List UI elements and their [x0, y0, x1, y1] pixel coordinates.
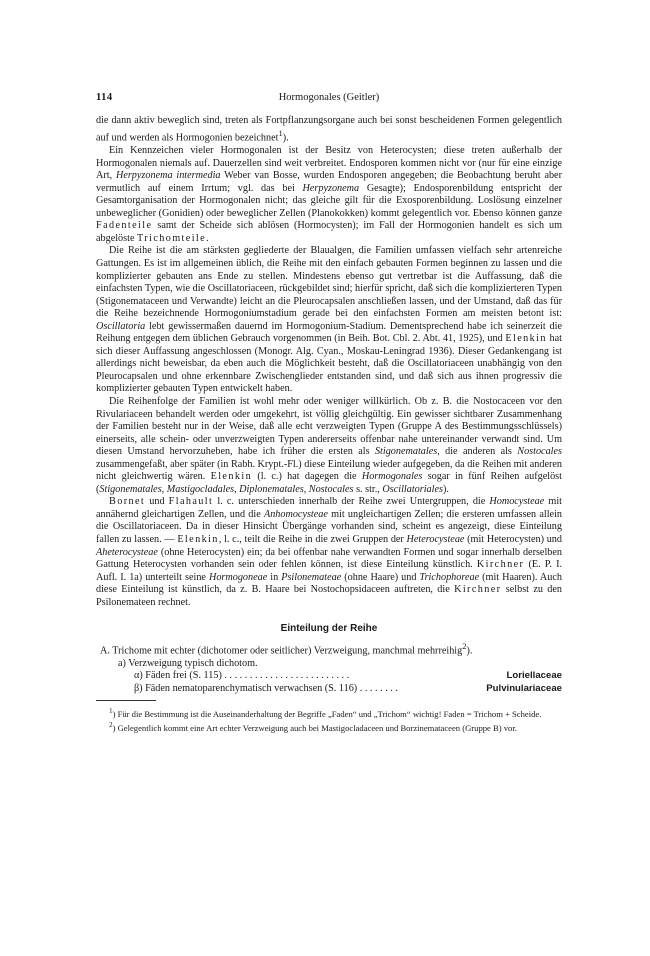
- text-run: mit annähernd gleichartigen Zellen, und die: [96, 496, 562, 520]
- text-run: mit ungleichartigen Zellen; die ersteren umfassen allein die Oscillatoriaceen. Da in dieser Hinsicht Übergänge vorhanden sind, scheint es angezeigt, diese Einteilung fallen zu lassen. —: [96, 508, 562, 545]
- italic-text: Stigonematales: [374, 446, 438, 458]
- key-row-label: β) Fäden nematoparenchymatisch verwachsen (S. 116) . . . . . . . .: [134, 682, 398, 694]
- footnote-rule: [96, 700, 156, 701]
- text-run: A. Trichome mit echter (dichotomer oder seitlicher) Verzweigung, manchmal mehrreihig: [100, 645, 463, 657]
- text-run: die dann aktiv beweglich sind, treten als Fortpflanzungsorgane auch bei sonst bescheidenen Formen gelegentlich auf und werden als Hormogonien bezeichnet: [96, 114, 562, 144]
- book-page: [96, 92, 562, 734]
- footnotes: [96, 706, 562, 733]
- body-text: [96, 115, 562, 610]
- text-run: (mit Haaren). Auch diese Einteilung ist künstlich, da z. B. Haare bei Nostochopsidaceen auftreten, die: [96, 571, 562, 596]
- italic-text: Stigonematales, Mastigocladales, Diplonematales, Nostocales: [99, 483, 354, 495]
- author-name: Flahault: [168, 496, 214, 508]
- italic-text: Oscillatoriales: [382, 483, 443, 495]
- text-run: Weber van Bosse, wurden Endosporen angegeben; die Beobachtung beruht aber vermutlich auf einem Irrtum; vgl. das bei: [96, 170, 562, 194]
- paragraph: [96, 396, 562, 496]
- text-run: Die Reihenfolge der Familien ist wohl mehr oder weniger willkürlich. Ob z. B. die Nostocaceen vor den Rivulariaceen behandelt werden oder umgekehrt, ist völlig gleichgültig. Ein gewisser sichtbarer Zusammenhang der Familien besteht nur in der Weise, daß alle echt verzweigten Typen (Gruppe A des Bestimmungsschlüssels) einerseits, alle schein- oder unverzweigten Typen andererseits offenbar nahe untereinander verwandt sind. Um diesen Umstand hervorzuheben, habe ich früher die ersten als: [96, 395, 562, 458]
- text-run: ) Für die Bestimmung ist die Auseinanderhaltung der Begriffe „Faden“ und „Trichom“ wichtig! Faden = Trichom + Scheide.: [112, 709, 542, 720]
- footnote-marker: 1: [278, 128, 283, 139]
- text-run: Gesagte); Endosporenbildung entspricht der Gesamtorganisation der Hormogonalen nicht; das gleiche gilt für die Exosporenbildung. Loslösung einzelner unbeweglicher (Gonidien) oder beweglicher Zellen (Planokokken) kommt gelegentlich vor. Ebenso können ganze: [96, 182, 562, 219]
- author-name: Elenkin: [177, 533, 219, 545]
- footnote-marker: 1: [109, 707, 113, 716]
- key-row: [96, 683, 562, 696]
- italic-text: Heterocysteae: [406, 533, 465, 545]
- text-run: , l. c., teilt die Reihe in die zwei Gruppen der: [218, 533, 407, 545]
- text-run: ).: [282, 132, 289, 144]
- footnote: [96, 720, 562, 734]
- text-run: Die Reihe ist die am stärksten gegliederte der Blaualgen, die Familien umfassen vielfach sehr artenreiche Gattungen. Es ist im allgemeinen üblich, die Reihe mit den einfach gebauten Formen beginnen zu lassen und die komplizierter gebauten ans Ende zu stellen. Mindestens ebenso gut vertretbar ist die Auffassung, daß die einfachsten Typen, wie die Oscillatoriaceen, rückgebildet sind; hierfür spricht, daß sich die komplizierteren Typen (Stigonemataceen und Verwandte) leicht an die Pleurocapsalen anschließen lassen, und der Umstand, daß das für die Reihe bezeichnende Hormogoniumstadium gerade bei den einfachsten Formen am meisten betont ist:: [96, 245, 562, 320]
- text-run: und: [145, 496, 169, 508]
- key-row-family: Pulvinulariaceae: [486, 682, 562, 694]
- footnote-marker: 2: [462, 640, 467, 651]
- footnote: [96, 706, 562, 720]
- section-heading: Einteilung der Reihe: [280, 623, 378, 635]
- italic-text: Herpyzonema intermedia: [115, 170, 221, 182]
- text-run: hat sich dieser Auffassung angeschlossen (Monogr. Alg. Cyan., Moskau-Leningrad 1936). Dieser Gedankengang ist allerdings nicht beweisbar, da eben auch die Möglichkeit besteht, daß die Oscillatoriaceen unabhängig von den Pleurocapsalen und ohne erkennbare Zwischenglieder entstanden sind, und daß sich aus ihnen progressiv die komplizierter gebauten Typen entwickelt haben.: [96, 333, 562, 395]
- determination-key: [96, 640, 562, 696]
- text-run: ).: [442, 483, 449, 495]
- text-run: (ohne Haare) und: [341, 571, 420, 583]
- key-row-family: Loriellaceae: [506, 670, 562, 682]
- italic-text: Anhomocysteae: [263, 508, 328, 520]
- author-name: Trichomteile: [137, 232, 207, 244]
- italic-text: Homocysteae: [489, 496, 545, 508]
- running-header: [96, 92, 562, 105]
- key-item-a-a: a) Verzweigung typisch dichotom.: [118, 657, 258, 669]
- italic-text: Hormogoneae: [208, 571, 268, 583]
- text-run: samt der Scheide sich ablösen (Hormocysten); im Fall der Hormogonien handelt es sich um abgelöste: [96, 220, 562, 244]
- text-run: (l. c.) hat dagegen die: [252, 471, 362, 483]
- italic-text: Aheterocysteae: [96, 546, 158, 558]
- italic-text: Herpyzonema: [302, 182, 360, 194]
- key-row: [96, 670, 562, 683]
- author-name: Fadenteile: [96, 220, 153, 232]
- key-row-label: α) Fäden frei (S. 115) . . . . . . . . . . . . . . . . . . . . . . . . .: [134, 670, 350, 682]
- key-item-a: [96, 640, 562, 658]
- paragraph: [96, 496, 562, 609]
- paragraph: [96, 245, 562, 396]
- text-run: .: [206, 232, 209, 244]
- text-run: in: [267, 571, 282, 583]
- author-name: Elenkin: [505, 333, 547, 345]
- paragraph: [96, 115, 562, 145]
- italic-text: Trichophoreae: [419, 571, 480, 583]
- italic-text: Hormogonales: [361, 471, 423, 483]
- italic-text: Psilonemateae: [281, 571, 342, 583]
- italic-text: Oscillatoria: [96, 320, 146, 332]
- running-title: Hormogonales (Geitler): [278, 92, 380, 103]
- author-name: Kirchner: [476, 559, 525, 571]
- paragraph: [96, 145, 562, 245]
- page-number: 114: [96, 92, 113, 103]
- text-run: sogar in fünf Reihen aufgelöst (: [96, 471, 562, 495]
- italic-text: Nostocales: [517, 446, 562, 458]
- text-run: lebt gewissermaßen dauernd im Hormogonium-Stadium. Dementsprechend habe ich seinerzeit die Reihung entgegen dem üblichen Gebrauch vorgenommen (in Beih. Bot. Cbl. 2. Abt. 41, 1925), und: [96, 320, 562, 345]
- author-name: Bornet: [109, 496, 146, 508]
- author-name: Elenkin: [210, 471, 253, 483]
- text-run: (E. P. I. Aufl. I. 1a) unterteilt seine: [96, 559, 563, 583]
- author-name: Kirchner: [454, 584, 502, 596]
- text-run: selbst zu den Psilonemateen rechnet.: [96, 584, 562, 608]
- footnote-marker: 2: [109, 721, 113, 730]
- text-run: (ohne Heterocysten) ein; da bei offenbar nahe verwandten Formen und sogar innerhalb derselben Gattung Heterocysten vorhanden sein oder fehlen können, ist diese Einteilung künstlich.: [96, 546, 562, 571]
- text-run: , die anderen als: [437, 446, 518, 458]
- text-run: (mit Heterocysten) und: [464, 533, 562, 545]
- text-run: s. str.,: [353, 483, 383, 495]
- text-run: Ein Kennzeichen vieler Hormogonalen ist der Besitz von Heterocysten; diese treten außerhalb der Hormogonalen niemals auf. Dauerzellen sind weit verbreitet. Endosporen kommen nicht vor (nur für eine einzige Art,: [96, 145, 562, 182]
- text-run: l. c. unterschieden innerhalb der Reihe zwei Untergruppen, die: [213, 496, 490, 508]
- text-run: ).: [466, 645, 473, 657]
- text-run: ) Gelegentlich kommt eine Art echter Verzweigung auch bei Mastigocladaceen und Borzinemataceen (Gruppe B) vor.: [112, 722, 517, 733]
- text-run: zusammengefaßt, aber später (in Rabh. Krypt.-Fl.) diese Einteilung wieder aufgegeben, da die Reihen mit anderen nicht gleichwertig wären.: [96, 458, 562, 483]
